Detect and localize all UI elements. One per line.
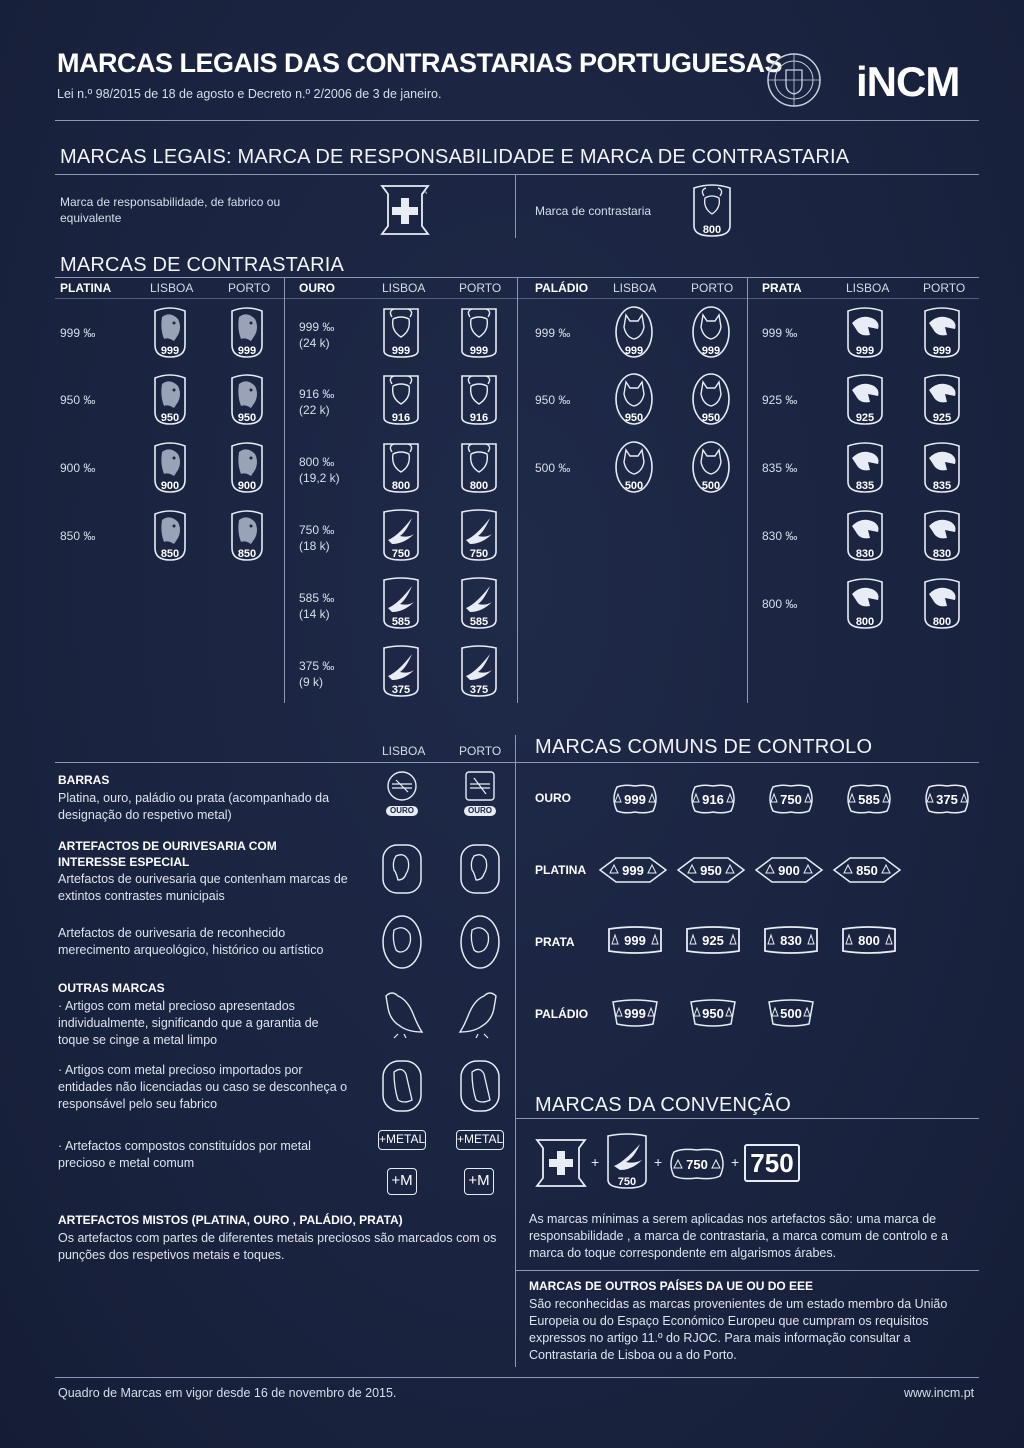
- paladio-row-label: [535, 460, 570, 476]
- fineness-label: 916 ‰: [299, 387, 335, 401]
- deer-mark-lisboa-icon: [380, 440, 422, 494]
- cat-mark-porto-icon: [690, 372, 732, 426]
- comuns-ouro: OURO: [535, 791, 571, 805]
- col-lisboa: LISBOA: [846, 281, 890, 295]
- karat-label: (14 k): [299, 607, 330, 621]
- svg-text:A: A: [423, 190, 428, 196]
- mark-number: 375: [469, 684, 489, 696]
- control-mark-ouro-icon: [609, 784, 661, 814]
- mark-number: 999: [855, 345, 875, 357]
- platina-row-label: [60, 460, 95, 476]
- divider: [55, 1377, 979, 1378]
- eagle-mark-lisboa-icon: [149, 372, 191, 426]
- pelican-mark-lisboa-icon: [380, 1058, 424, 1114]
- ouro-row-label: [299, 319, 334, 351]
- pelican-mark-porto-icon: [458, 1058, 502, 1114]
- deer-mark-lisboa-icon: [380, 305, 422, 359]
- mark-number: 750: [686, 1156, 708, 1172]
- control-mark-platina-icon: [598, 855, 668, 885]
- mark-number: 900: [237, 480, 257, 492]
- control-mark-platina-icon: [754, 855, 824, 885]
- prata-row-label: [762, 528, 797, 544]
- eagle-head-mark-lisboa-icon: [844, 576, 886, 630]
- contr-label: Marca de contrastaria: [535, 204, 652, 218]
- control-mark-platina-icon: [676, 855, 746, 885]
- mark-number: 999: [932, 345, 952, 357]
- col-prata: PRATA: [762, 281, 802, 295]
- divider: [515, 174, 516, 238]
- swallow-mark-lisboa-icon: [380, 576, 422, 630]
- mark-number: 375: [391, 684, 411, 696]
- page-title: MARCAS LEGAIS DAS CONTRASTARIAS PORTUGUESAS: [57, 48, 783, 78]
- prata-row-label: [762, 596, 797, 612]
- control-mark-paladio-icon: [765, 998, 817, 1028]
- fineness-label: 999 ‰: [762, 326, 798, 340]
- eagle-head-mark-porto-icon: [921, 576, 963, 630]
- mark-number: 916: [469, 412, 489, 424]
- mark-number: 830: [780, 932, 802, 948]
- artefactos-text-2: Artefactos de ourivesaria de reconhecido merecimento arqueológico, histórico ou artístico: [58, 926, 324, 957]
- swallow-mark-lisboa-icon: [380, 508, 422, 562]
- col-paladio: PALÁDIO: [535, 281, 589, 295]
- classic-head-lisboa-icon: [380, 914, 424, 970]
- ouro-tag: OURO: [390, 806, 414, 815]
- artefactos-title: ARTEFACTOS DE OURIVESARIA COM INTERESSE ESPECIAL: [58, 839, 277, 869]
- swallow-mark-porto-icon: [458, 576, 500, 630]
- control-mark-prata-icon: [761, 925, 821, 955]
- resp-label: Marca de responsabilidade, de fabrico ou equivalente: [60, 195, 281, 225]
- eagle-head-mark-lisboa-icon: [844, 372, 886, 426]
- eagle-head-mark-porto-icon: [921, 372, 963, 426]
- eagle-head-mark-porto-icon: [921, 508, 963, 562]
- mark-number: 835: [855, 480, 875, 492]
- ouro-row-label: [299, 454, 340, 486]
- common-control-mark-icon: [666, 1148, 728, 1180]
- m-tag-lisboa: +M: [387, 1168, 417, 1195]
- page-subtitle: Lei n.º 98/2015 de 18 de agosto e Decreto n.º 2/2006 de 3 de janeiro.: [57, 87, 442, 101]
- eagle-mark-lisboa-icon: [149, 305, 191, 359]
- convencao-text: As marcas mínimas a serem aplicadas nos artefactos são: uma marca de responsabilidade , a marca de contrastaria, a marca comum de controlo e a marca do toque correspondente em algarismos árabes.: [529, 1212, 948, 1260]
- eagle-mark-lisboa-icon: [149, 508, 191, 562]
- eagle-head-mark-lisboa-icon: [844, 440, 886, 494]
- swallow-mark-icon: [604, 1132, 650, 1190]
- mark-number: 850: [856, 862, 878, 878]
- eagle-mark-porto-icon: [226, 508, 268, 562]
- outras-text-3: · Artefactos compostos constituídos por metal precioso e metal comum: [58, 1139, 311, 1170]
- cat-mark-lisboa-icon: [613, 372, 655, 426]
- mark-number: 800: [469, 480, 489, 492]
- mark-number: 999: [701, 345, 721, 357]
- plus-sign: +: [654, 1154, 663, 1170]
- comuns-prata: PRATA: [535, 935, 575, 949]
- platina-row-label: [60, 528, 95, 544]
- col-porto: PORTO: [228, 281, 271, 295]
- mark-number: 999: [624, 345, 644, 357]
- col-lisboa: LISBOA: [613, 281, 657, 295]
- mark-number: 999: [469, 345, 489, 357]
- swallow-mark-porto-icon: [458, 644, 500, 698]
- col-lisboa: LISBOA: [382, 744, 426, 758]
- m-tag-porto: +M: [464, 1168, 494, 1195]
- cross-mark-icon: [533, 1136, 589, 1190]
- mark-number: 999: [622, 862, 644, 878]
- prata-row-label: [762, 460, 797, 476]
- eagle-mark-porto-icon: [226, 305, 268, 359]
- deer-mark-porto-icon: [458, 305, 500, 359]
- section-title-legais: MARCAS LEGAIS: MARCA DE RESPONSABILIDADE E MARCA DE CONTRASTARIA: [60, 146, 850, 168]
- control-mark-prata-icon: [605, 925, 665, 955]
- cat-mark-porto-icon: [690, 305, 732, 359]
- comuns-platina: PLATINA: [535, 863, 587, 877]
- divider: [55, 174, 979, 175]
- mark-number: 925: [855, 412, 875, 424]
- barras-title: BARRAS: [58, 773, 110, 787]
- ouro-row-label: [299, 590, 334, 622]
- ouro-row-label: [299, 522, 334, 554]
- mark-number: 999: [391, 345, 411, 357]
- mark-number: 916: [702, 791, 724, 807]
- prata-row-label: [762, 392, 797, 408]
- divider: [515, 735, 516, 1367]
- mark-number: 916: [391, 412, 411, 424]
- fineness-label: 999 ‰: [299, 320, 335, 334]
- artefactos-text: Artefactos de ourivesaria que contenham marcas de extintos contrastes municipais: [58, 872, 348, 903]
- control-mark-paladio-icon: [609, 998, 661, 1028]
- karat-label: (19,2 k): [299, 471, 340, 485]
- fineness-label: 835 ‰: [762, 461, 798, 475]
- mark-number: 900: [778, 862, 800, 878]
- mark-number: 800: [855, 616, 875, 628]
- control-mark-ouro-icon: [921, 784, 973, 814]
- mark-number: 999: [624, 932, 646, 948]
- eagle-mark-porto-icon: [226, 372, 268, 426]
- divider: [55, 762, 515, 763]
- head-mark-lisboa-icon: [380, 842, 424, 896]
- fineness-label: 585 ‰: [299, 591, 335, 605]
- outros-paises-title: MARCAS DE OUTROS PAÍSES DA UE OU DO EEE: [529, 1279, 814, 1293]
- divider: [55, 120, 979, 121]
- eagle-head-mark-lisboa-icon: [844, 305, 886, 359]
- mark-number: 750: [617, 1176, 637, 1188]
- col-porto: PORTO: [691, 281, 734, 295]
- metal-tag-lisboa: +METAL: [378, 1130, 426, 1150]
- control-mark-ouro-icon: [687, 784, 739, 814]
- plus-sign: +: [591, 1154, 600, 1170]
- mark-number: 850: [160, 548, 180, 560]
- mark-number: 750: [469, 548, 489, 560]
- swallow-mark-lisboa-icon: [380, 644, 422, 698]
- section-title-convencao: MARCAS DA CONVENÇÃO: [535, 1094, 792, 1116]
- mark-number: 800: [702, 224, 722, 236]
- control-mark-platina-icon: [832, 855, 902, 885]
- divider: [55, 298, 979, 299]
- fineness-label: 950 ‰: [535, 393, 571, 407]
- eagle-head-mark-lisboa-icon: [844, 508, 886, 562]
- outros-paises-text: São reconhecidas as marcas provenientes de um estado membro da União Europeia ou do Espaço Económico Europeu que cumpram os requisitos expressos no artigo 11.º do RJOC. Para mais informação consultar a Contrastaria de Lisboa ou a do Porto.: [529, 1297, 948, 1362]
- comuns-paladio: PALÁDIO: [535, 1007, 589, 1021]
- cat-mark-lisboa-icon: [613, 305, 655, 359]
- paladio-row-label: [535, 392, 570, 408]
- ouro-row-label: [299, 658, 334, 690]
- cross-mark-icon: [376, 182, 434, 238]
- divider: [747, 277, 748, 703]
- mark-number: 950: [160, 412, 180, 424]
- mark-number: 999: [624, 1005, 646, 1021]
- mark-number: 925: [932, 412, 952, 424]
- mark-number: 585: [858, 791, 880, 807]
- col-lisboa: LISBOA: [150, 281, 194, 295]
- barras-text: Platina, ouro, paládio ou prata (acompanhado da designação do respetivo metal): [58, 791, 330, 822]
- deer-mark-lisboa-icon: [380, 372, 422, 426]
- deer-mark-icon: [690, 182, 734, 238]
- paladio-row-label: [535, 325, 570, 341]
- mark-number: 925: [702, 932, 724, 948]
- mark-number: 830: [855, 548, 875, 560]
- mark-number: 999: [237, 345, 257, 357]
- mark-number: 999: [624, 791, 646, 807]
- ouro-row-label: [299, 386, 334, 418]
- incm-logo: iNCM: [856, 58, 960, 105]
- divider: [517, 277, 518, 703]
- fineness-label: 800 ‰: [762, 597, 798, 611]
- karat-label: (24 k): [299, 336, 330, 350]
- mark-number: 835: [932, 480, 952, 492]
- deer-mark-porto-icon: [458, 440, 500, 494]
- divider: [515, 1118, 979, 1119]
- control-mark-paladio-icon: [687, 998, 739, 1028]
- mark-number: 750: [780, 791, 802, 807]
- head-mark-porto-icon: [458, 842, 502, 896]
- section-title-contrastaria: MARCAS DE CONTRASTARIA: [60, 254, 345, 276]
- mark-number: 950: [624, 412, 644, 424]
- cat-mark-porto-icon: [690, 440, 732, 494]
- mark-number: 800: [932, 616, 952, 628]
- swallow-mark-porto-icon: [458, 508, 500, 562]
- mark-number: 800: [391, 480, 411, 492]
- fineness-label: 999 ‰: [60, 326, 96, 340]
- outras-title: OUTRAS MARCAS: [58, 981, 165, 995]
- footer-note: Quadro de Marcas em vigor desde 16 de novembro de 2015.: [58, 1386, 397, 1400]
- mark-number: 750: [391, 548, 411, 560]
- fineness-label: 925 ‰: [762, 393, 798, 407]
- col-porto: PORTO: [923, 281, 966, 295]
- mark-number: 500: [701, 480, 721, 492]
- cat-mark-lisboa-icon: [613, 440, 655, 494]
- divider: [515, 1270, 979, 1271]
- section-title-comuns: MARCAS COMUNS DE CONTROLO: [535, 736, 873, 758]
- mark-number: 950: [701, 412, 721, 424]
- prata-row-label: [762, 325, 797, 341]
- eagle-head-mark-porto-icon: [921, 440, 963, 494]
- divider: [284, 277, 285, 703]
- deer-mark-porto-icon: [458, 372, 500, 426]
- mark-number: 585: [469, 616, 489, 628]
- plus-sign: +: [731, 1154, 740, 1170]
- fineness-label: 375 ‰: [299, 659, 335, 673]
- fineness-label: 999 ‰: [535, 326, 571, 340]
- mark-number: 500: [780, 1005, 802, 1021]
- divider: [515, 762, 979, 763]
- eagle-mark-lisboa-icon: [149, 440, 191, 494]
- mark-number: 999: [160, 345, 180, 357]
- col-platina: PLATINA: [60, 281, 112, 295]
- fineness-label: 500 ‰: [535, 461, 571, 475]
- bird-mark-lisboa-icon: [378, 986, 426, 1040]
- mark-number: 375: [936, 791, 958, 807]
- footer-website-link[interactable]: www.incm.pt: [904, 1386, 975, 1400]
- fineness-label: 830 ‰: [762, 529, 798, 543]
- col-lisboa: LISBOA: [382, 281, 426, 295]
- mark-number: 850: [237, 548, 257, 560]
- mistos-title: ARTEFACTOS MISTOS (PLATINA, OURO , PALÁDIO, PRATA): [58, 1213, 403, 1227]
- platina-row-label: [60, 325, 95, 341]
- outras-text-2: · Artigos com metal precioso importados por entidades não licenciadas ou caso se desconheça o responsável pelo seu fabrico: [58, 1063, 348, 1111]
- bird-mark-porto-icon: [456, 986, 504, 1040]
- col-ouro: OURO: [299, 281, 335, 295]
- metal-tag-porto: +METAL: [456, 1130, 504, 1150]
- control-mark-prata-icon: [683, 925, 743, 955]
- mark-number: 950: [237, 412, 257, 424]
- karat-label: (9 k): [299, 675, 323, 689]
- outras-text-1: · Artigos com metal precioso apresentados individualmente, significando que a garantia de toque se cinge a metal limpo: [58, 999, 319, 1047]
- control-mark-ouro-icon: [843, 784, 895, 814]
- fineness-label: 900 ‰: [60, 461, 96, 475]
- mark-number: 800: [858, 932, 880, 948]
- fineness-label: 850 ‰: [60, 529, 96, 543]
- col-porto: PORTO: [459, 744, 502, 758]
- bar-mark-porto-icon: [460, 770, 500, 818]
- fineness-mark: 750: [744, 1144, 800, 1182]
- karat-label: (18 k): [299, 539, 330, 553]
- control-mark-ouro-icon: [765, 784, 817, 814]
- col-porto: PORTO: [459, 281, 502, 295]
- mark-number: 900: [160, 480, 180, 492]
- mark-number: 950: [700, 862, 722, 878]
- ouro-tag: OURO: [468, 806, 492, 815]
- platina-row-label: [60, 392, 95, 408]
- mark-number: 950: [702, 1005, 724, 1021]
- eagle-head-mark-porto-icon: [921, 305, 963, 359]
- bar-mark-lisboa-icon: [382, 770, 422, 818]
- classic-head-porto-icon: [458, 914, 502, 970]
- mistos-text: Os artefactos com partes de diferentes metais preciosos são marcados com os punções dos respetivos metais e toques.: [58, 1231, 497, 1262]
- mark-number: 585: [391, 616, 411, 628]
- fineness-label: 800 ‰: [299, 455, 335, 469]
- eagle-mark-porto-icon: [226, 440, 268, 494]
- fineness-label: 750 ‰: [299, 523, 335, 537]
- karat-label: (22 k): [299, 403, 330, 417]
- mark-number: 500: [624, 480, 644, 492]
- mark-number: 830: [932, 548, 952, 560]
- control-mark-prata-icon: [839, 925, 899, 955]
- fineness-label: 950 ‰: [60, 393, 96, 407]
- coat-of-arms-icon: [764, 52, 824, 108]
